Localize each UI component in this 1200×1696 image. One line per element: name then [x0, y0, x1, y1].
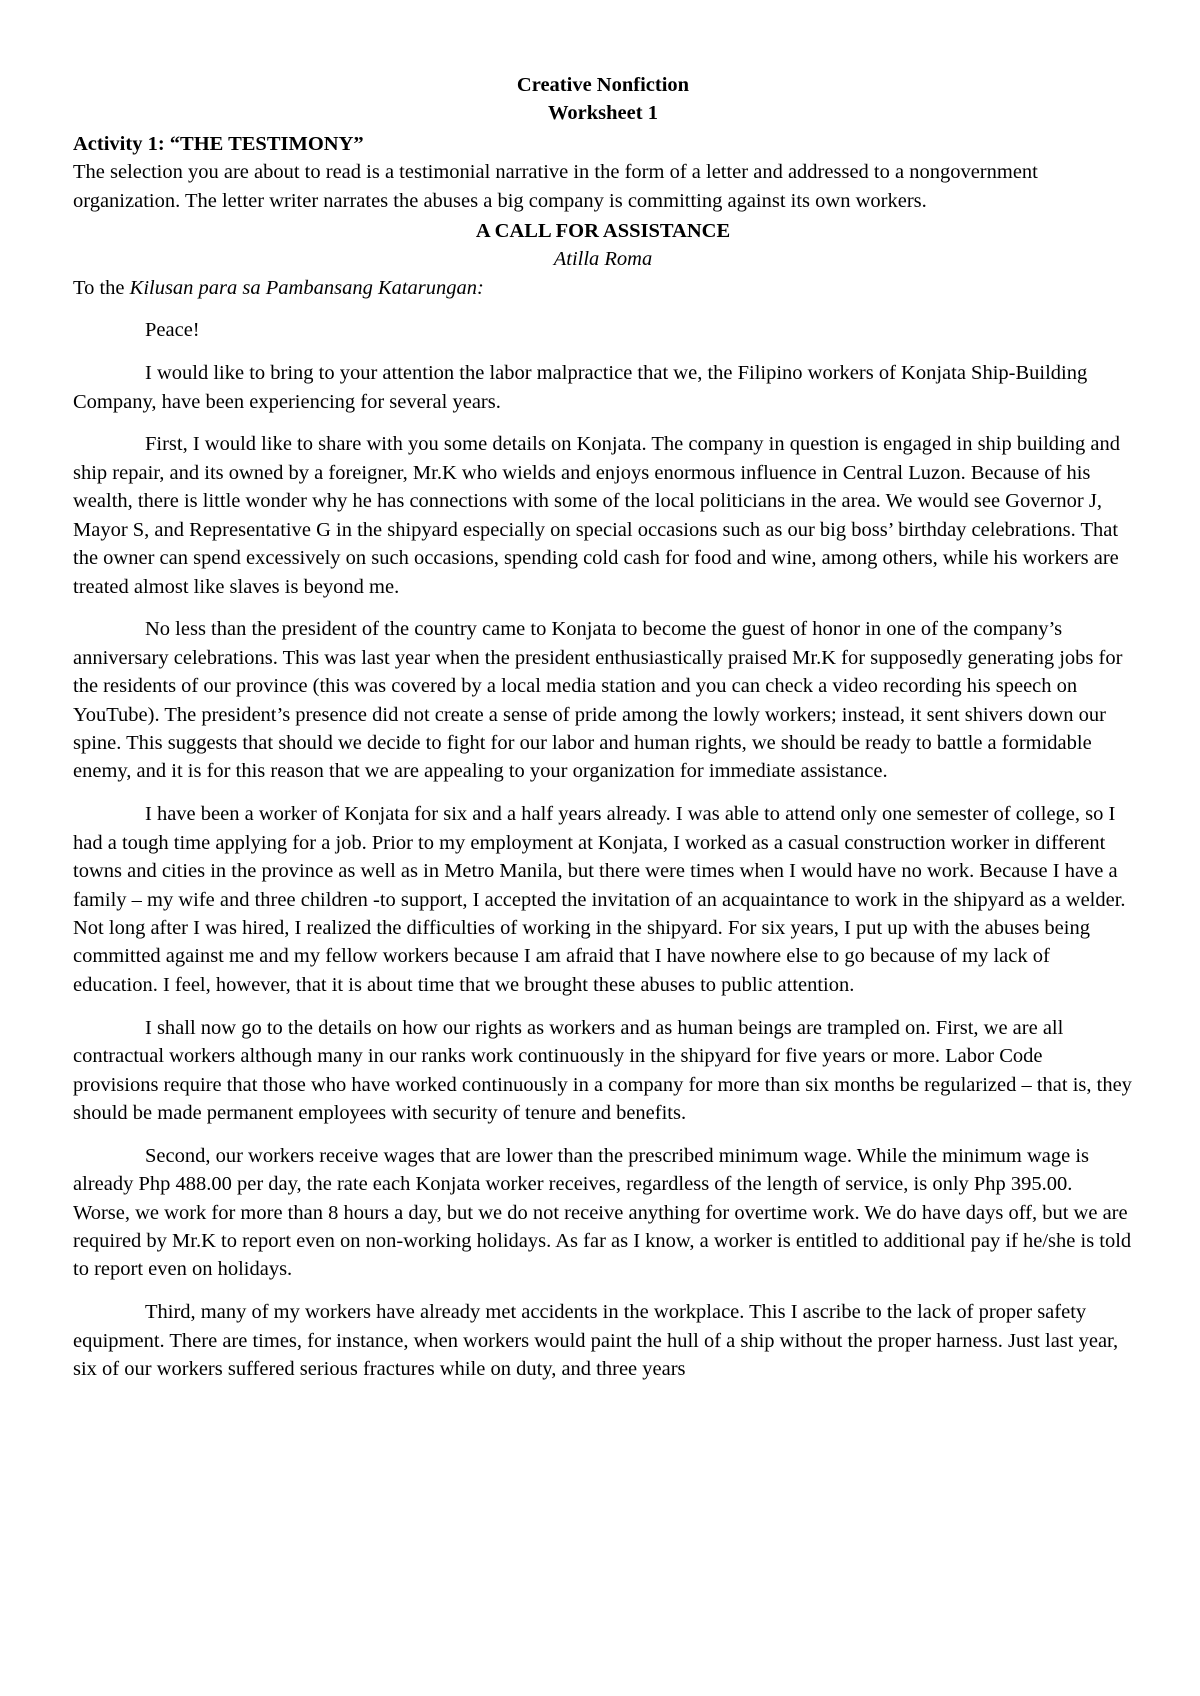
course-title: Creative Nonfiction	[516, 74, 690, 96]
letter-paragraph: No less than the president of the country came to Konjata to become the guest of honor in one of the company’s anniversary celebrations. This was last year when the president enthusiastically praised Mr.K for supposedly generating jobs for the residents of our province (this was covered by a local media station and you can check a video recording his speech on YouTube). The president’s presence did not create a sense of pride among the lowly workers; instead, it sent shivers down our spine. This suggests that should we decide to fight for our labor and human rights, we should be ready to battle a formidable enemy, and it is for this reason that we are appealing to your organization for immediate assistance.	[73, 618, 1123, 783]
letter-paragraph: I have been a worker of Konjata for six and a half years already. I was able to attend only one semester of college, so I had a tough time applying for a job. Prior to my employment at Konjata, I worked as a casual construction worker in different towns and cities in the province as well as in Metro Manila, but there were times when I would have no work. Because I have a family – my wife and three children -to support, I accepted the invitation of an acquaintance to work in the shipyard as a welder. Not long after I was hired, I realized the difficulties of working in the shipyard. For six years, I put up with the abuses being committed against me and my fellow workers because I am afraid that I have nowhere else to go because of my lack of education. I feel, however, that it is about time that we brought these abuses to public attention.	[73, 803, 1126, 996]
letter-paragraph: Peace!	[145, 319, 200, 342]
story-title: A CALL FOR ASSISTANCE	[475, 220, 731, 243]
salutation	[73, 274, 1133, 302]
activity-heading: Activity 1: “THE TESTIMONY”	[73, 132, 364, 155]
letter-paragraph: I shall now go to the details on how our rights as workers and as human beings are trampled on. First, we are all contractual workers although many in our ranks work continuously in the shipyard for five years or more. Labor Code provisions require that those who have worked continuously in a company for more than six months be regularized – that is, they should be made permanent employees with security of tenure and benefits.	[73, 1016, 1132, 1124]
letter-paragraph: First, I would like to share with you some details on Konjata. The company in question is engaged in ship building and ship repair, and its owned by a foreigner, Mr.K who wields and enjoys enormous influence in Central Luzon. Because of his wealth, there is little wonder why he has connections with some of the local politicians in the area. We would see Governor J, Mayor S, and Representative G in the shipyard especially on special occasions such as our big boss’ birthday celebrations. That the owner can spend excessively on such occasions, spending cold cash for food and wine, among others, while his workers are treated almost like slaves is beyond me.	[73, 433, 1120, 598]
salutation-prefix: To the	[73, 276, 130, 299]
worksheet-title: Worksheet 1	[548, 102, 658, 125]
letter-paragraph: I would like to bring to your attention the labor malpractice that we, the Filipino workers of Konjata Ship-Building Company, have been experiencing for several years.	[73, 362, 1088, 413]
activity-intro: The selection you are about to read is a testimonial narrative in the form of a letter and addressed to a nongovernment organization. The letter writer narrates the abuses a big company is committing against its own workers.	[73, 161, 1038, 212]
letter-paragraph: Second, our workers receive wages that are lower than the prescribed minimum wage. While the minimum wage is already Php 488.00 per day, the rate each Konjata worker receives, regardless of the length of service, is only Php 395.00. Worse, we work for more than 8 hours a day, but we do not receive anything for overtime work. We do have days off, but we are required by Mr.K to report even on non-working holidays. As far as I know, a worker is entitled to additional pay if he/she is told to report even on holidays.	[73, 1144, 1132, 1281]
letter-paragraph: Third, many of my workers have already met accidents in the workplace. This I ascribe to the lack of proper safety equipment. There are times, for instance, when workers would paint the hull of a ship without the proper harness. Just last year, six of our workers suffered serious fractures while on duty, and three years	[73, 1301, 1119, 1381]
salutation-org: Kilusan para sa Pambansang Katarungan:	[129, 276, 484, 299]
document-page	[73, 71, 1133, 1384]
story-author: Atilla Roma	[553, 248, 653, 271]
